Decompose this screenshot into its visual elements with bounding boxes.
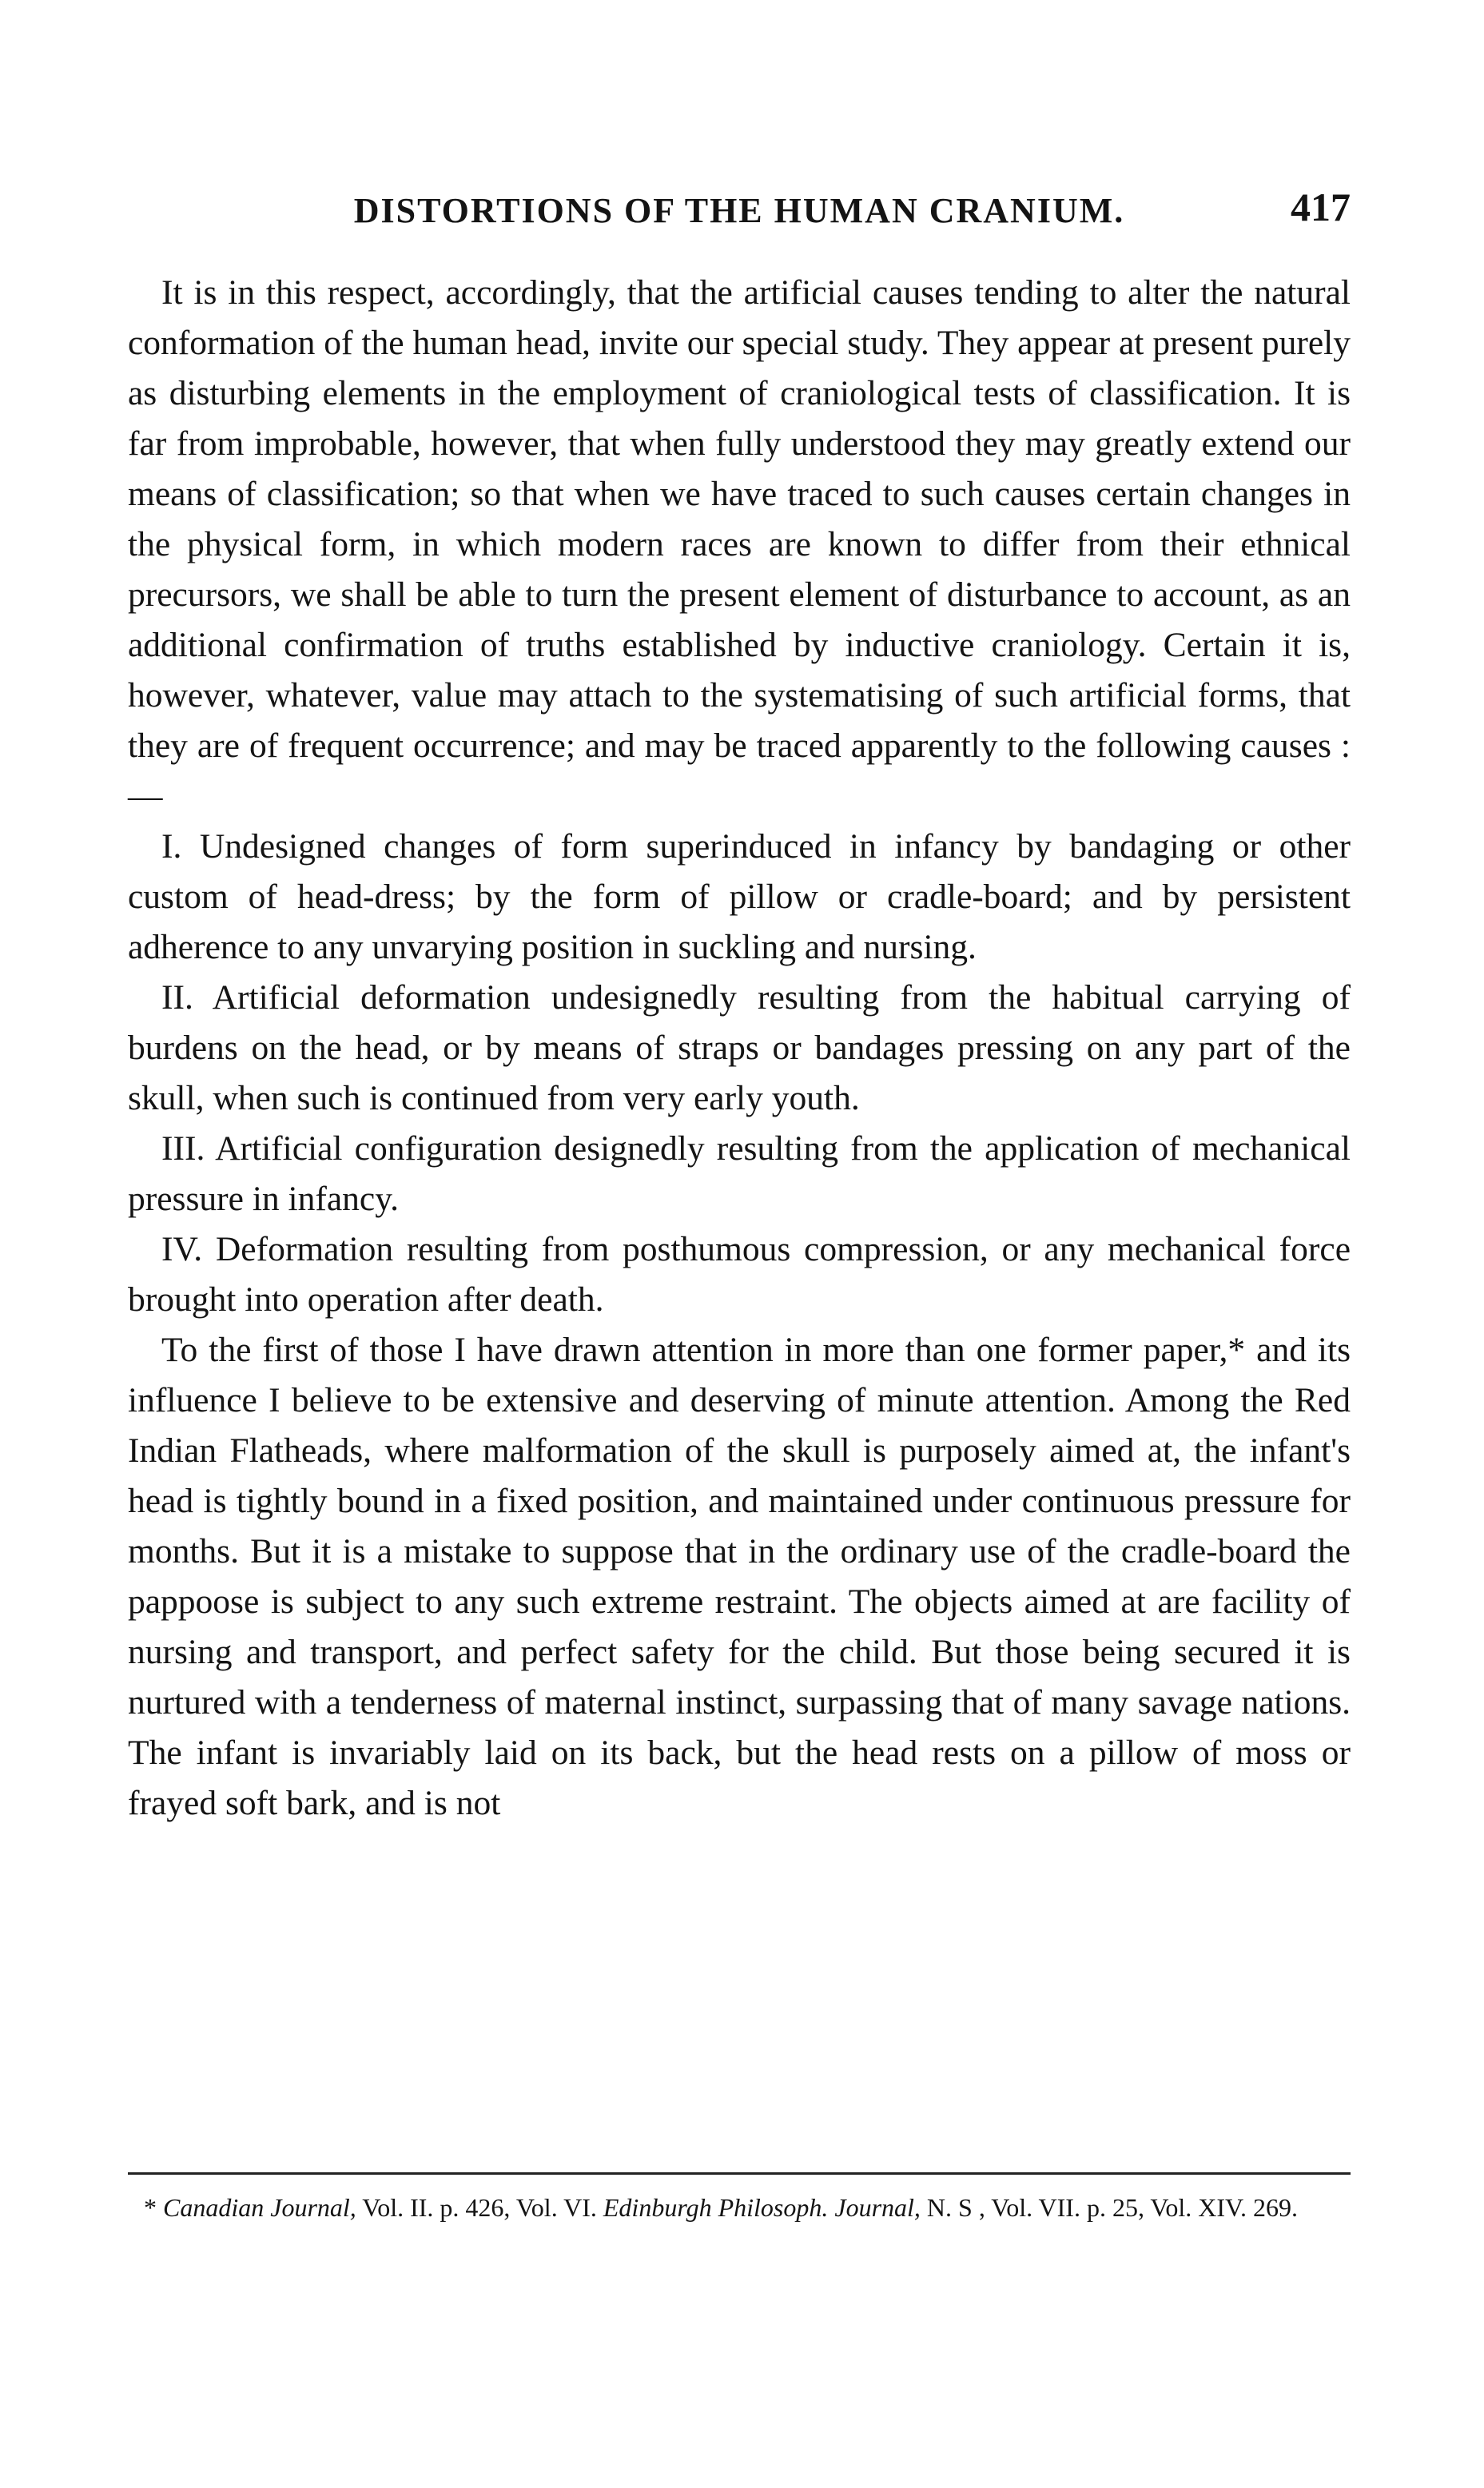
footnote-divider xyxy=(128,2172,1351,2175)
list-item-cause-4: IV. Deformation resulting from posthumous compression, or any mechanical force brought into operation after death. xyxy=(128,1230,1351,1319)
page-number: 417 xyxy=(1291,185,1351,229)
body-text xyxy=(128,268,1351,1829)
footnote-journal-2: Edinburgh Philosoph. Journal, xyxy=(603,2193,921,2222)
footnote-ref-2: N. S , Vol. VII. p. 25, Vol. XIV. 269. xyxy=(926,2193,1298,2222)
footnote-journal-1: Canadian Journal, xyxy=(163,2193,356,2222)
footnote-ref-1: Vol. II. p. 426, Vol. VI. xyxy=(362,2193,597,2222)
running-head: DISTORTIONS OF THE HUMAN CRANIUM. xyxy=(353,191,1125,230)
paragraph-intro: It is in this respect, accordingly, that the artificial causes tending to alter the natural conformation of the human head, invite our special study. They appear at present purely as disturbing elements in the employment of craniological tests of classification. It is far from improbable, however, that when fully understood they may greatly extend our means of classification; so that when we have traced to such causes certain changes in the physical form, in which modern races are known to differ from their ethnical precursors, we shall be able to turn the present element of disturbance to account, as an additional confirmation of truths established by inductive craniology. Certain it is, however, whatever, value may attach to the systematising of such artificial forms, that they are of frequent occurrence; and may be traced apparently to the following causes :— xyxy=(128,273,1351,815)
footnote xyxy=(128,2188,1351,2227)
list-item-cause-2: II. Artificial deformation undesignedly resulting from the habitual carrying of burdens on the head, or by means of straps or bandages pressing on any part of the skull, when such is continued from very early youth. xyxy=(128,978,1351,1117)
list-item-cause-3: III. Artificial configuration designedly resulting from the application of mechanical pressure in infancy. xyxy=(128,1129,1351,1218)
footnote-marker: * xyxy=(144,2193,157,2222)
page-header xyxy=(128,185,1351,254)
paragraph-cradle-board: To the first of those I have drawn attention in more than one former paper,* and its influence I believe to be extensive and deserving of minute attention. Among the Red Indian Flatheads, where malformation of the skull is purposely aimed at, the infant's head is tightly bound in a fixed position, and maintained under continuous pressure for months. But it is a mistake to suppose that in the ordinary use of the cradle-board the pappoose is subject to any such extreme restraint. The objects aimed at are facility of nursing and transport, and perfect safety for the child. But those being secured it is nurtured with a tenderness of maternal instinct, surpassing that of many savage nations. The infant is invariably laid on its back, but the head rests on a pillow of moss or frayed soft bark, and is not xyxy=(128,1331,1351,1822)
list-item-cause-1: I. Undesigned changes of form superinduced in infancy by bandaging or other custom of head-dress; by the form of pillow or cradle-board; and by persistent adherence to any unvarying position in suckling and nursing. xyxy=(128,827,1351,966)
